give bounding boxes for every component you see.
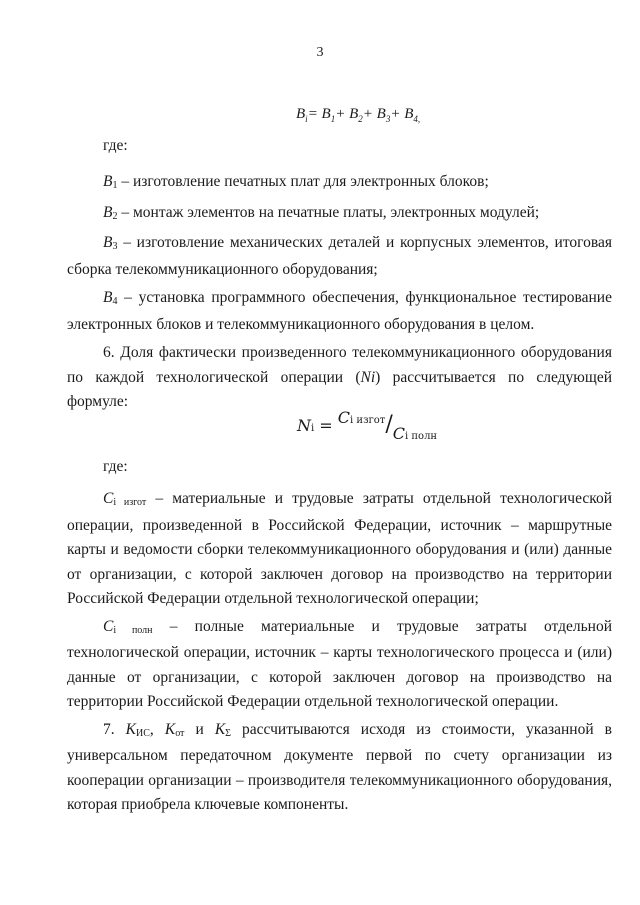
item-c-poln: Ci полн – полные материальные и трудовые затраты отдельной технологической операции, источник – карты технологического процесса и (или) данные от организации, с которой заключен договор на производство на территории Российской Федерации отдельной технологической операции.	[67, 617, 612, 710]
where-label-2: где:	[103, 458, 128, 475]
items-block	[67, 170, 612, 415]
c-items-block	[67, 487, 612, 818]
item-b2: B2 – монтаж элементов на печатные платы, электронных модулей;	[103, 203, 540, 222]
item-b3: B3 – изготовление механических деталей и корпусных элементов, итоговая сборка телекоммуникационного оборудования;	[67, 234, 612, 278]
paragraph-6: 6. Доля фактически произведенного телекоммуникационного оборудования по каждой технологической операции (Ni) рассчитывается по следующей формуле:	[67, 344, 612, 410]
formula-fraction: Ni = Ci изгот/Ci полн	[297, 408, 438, 443]
where-label-1: где:	[103, 137, 128, 154]
page-number: 3	[316, 45, 324, 60]
formula-sum: $B_i= B_1+ B_2+ B_3+ B_{4,}$	[296, 106, 421, 124]
item-b4: B4 – установка программного обеспечения, функциональное тестирование электронных блоков и телекоммуникационного оборудования в целом.	[67, 289, 612, 333]
item-b1: B1 – изготовление печатных плат для электронных блоков;	[103, 173, 489, 191]
item-c-izgot: Ci изгот – материальные и трудовые затраты отдельной технологической операции, произведенной в Российской Федерации, источник – маршрутные карты и ведомости сборки телекоммуникационного оборудования и (или) данные от организации, с которой заключен договор на производство на территории Российской Федерации отдельной технологической операции;	[67, 490, 612, 607]
paragraph-7: 7. KИС, Kот и KΣ рассчитываются исходя из стоимости, указанной в универсальном передаточном документе первой по счету организации из кооперации организации – производителя телекоммуникационного оборудования, которая приобрела ключевые компоненты.	[67, 720, 612, 813]
